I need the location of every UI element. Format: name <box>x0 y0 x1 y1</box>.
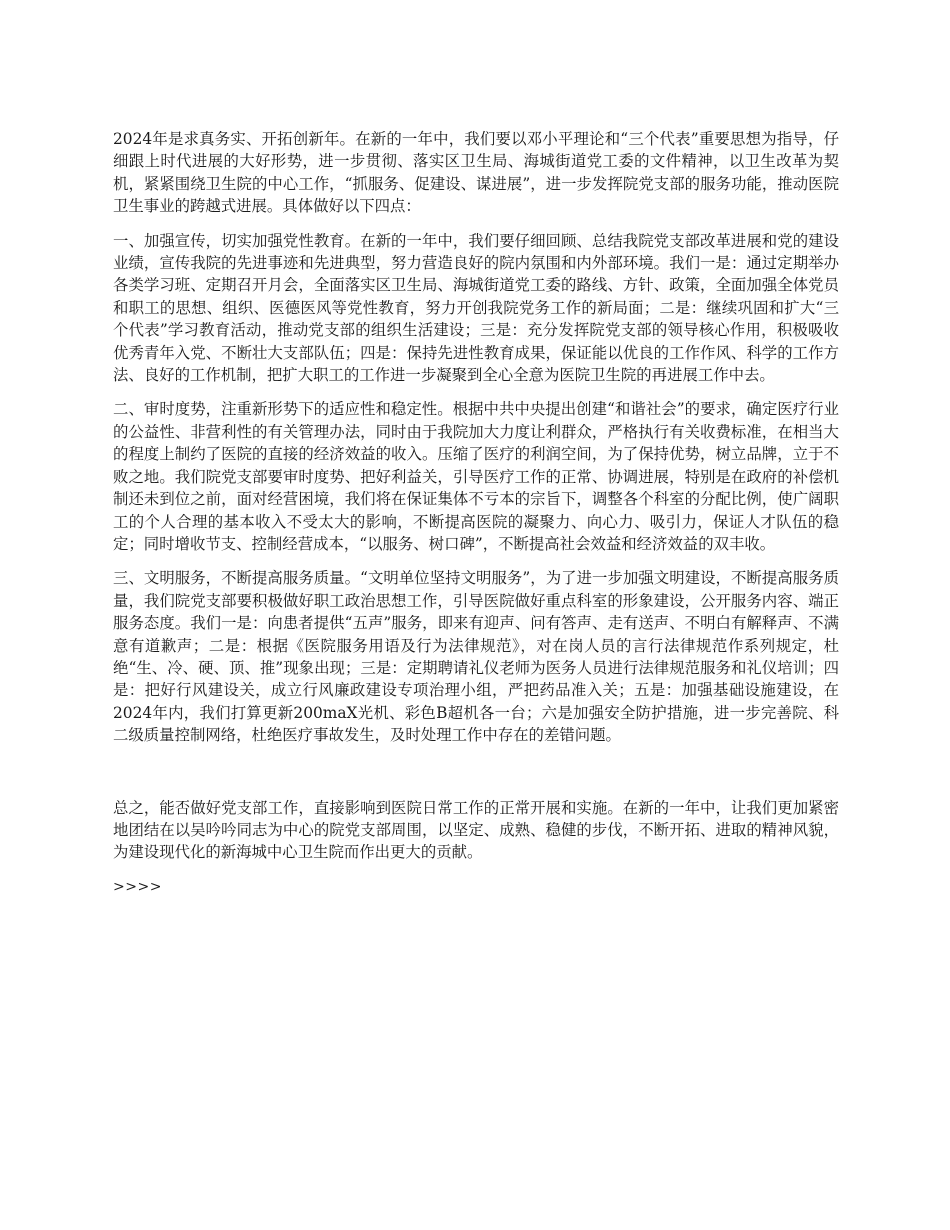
section-one-paragraph: 一、加强宣传，切实加强党性教育。在新的一年中，我们要仔细回顾、总结我院党支部改革进展和党的建设业绩，宣传我院的先进事迹和先进典型，努力营造良好的院内氛围和内外部环境。我们一是：通过定期举办各类学习班、定期召开月会，全面落实区卫生局、海城街道党工委的路线、方针、政策，全面加强全体党员和职工的思想、组织、医德医风等党性教育，努力开创我院党务工作的新局面；二是：继续巩固和扩大“三个代表”学习教育活动，推动党支部的组织生活建设；三是：充分发挥院党支部的领导核心作用，积极吸收优秀青年入党、不断壮大支部队伍；四是：保持先进性教育成果，保证能以优良的工作作风、科学的工作方法、良好的工作机制，把扩大职工的工作进一步凝聚到全心全意为医院卫生院的再进展工作中去。 <box>113 231 839 385</box>
end-marker: >>>> <box>113 878 162 895</box>
intro-paragraph: 2024年是求真务实、开拓创新年。在新的一年中，我们要以邓小平理论和“三个代表”重要思想为指导，仔细跟上时代进展的大好形势，进一步贯彻、落实区卫生局、海城街道党工委的文件精神，以卫生改革为契机，紧紧围绕卫生院的中心工作，“抓服务、促建设、谋进展”，进一步发挥院党支部的服务功能，推动医院卫生事业的跨越式进展。具体做好以下四点： <box>113 130 839 216</box>
conclusion-paragraph: 总之，能否做好党支部工作，直接影响到医院日常工作的正常开展和实施。在新的一年中，让我们更加紧密地团结在以吴吟吟同志为中心的院党支部周围，以坚定、成熟、稳健的步伐，不断开拓、进取的精神风貌，为建设现代化的新海城中心卫生院而作出更大的贡献。 <box>113 798 839 862</box>
section-three-paragraph: 三、文明服务，不断提高服务质量。“文明单位坚持文明服务”，为了进一步加强文明建设，不断提高服务质量，我们院党支部要积极做好职工政治思想工作，引导医院做好重点科室的形象建设，公开服务内容、端正服务态度。我们一是：向患者提供“五声”服务，即来有迎声、问有答声、走有送声、不明白有解释声、不满意有道歉声；二是：根据《医院服务用语及行为法律规范》，对在岗人员的言行法律规范作系列规定，杜绝“生、冷、硬、顶、推”现象出现；三是：定期聘请礼仪老师为医务人员进行法律规范服务和礼仪培训；四是：把好行风建设关，成立行风廉政建设专项治理小组，严把药品准入关；五是：加强基础设施建设，在2024年内，我们打算更新200maX光机、彩色B超机各一台；六是加强安全防护措施，进一步完善院、科二级质量控制网络，杜绝医疗事故发生，及时处理工作中存在的差错问题。 <box>113 569 839 745</box>
section-two-paragraph: 二、审时度势，注重新形势下的适应性和稳定性。根据中共中央提出创建“和谐社会”的要求，确定医疗行业的公益性、非营利性的有关管理办法，同时由于我院加大力度让利群众，严格执行有关收费标准，在相当大的程度上制约了医院的直接的经济效益的收入。压缩了医疗的利润空间，为了保持优势，树立品牌，立于不败之地。我们院党支部要审时度势、把好利益关，引导医疗工作的正常、协调进展，特别是在政府的补偿机制还未到位之前，面对经营困境，我们将在保证集体不亏本的宗旨下，调整各个科室的分配比例，使广阔职工的个人合理的基本收入不受太大的影响，不断提高医院的凝聚力、向心力、吸引力，保证人才队伍的稳定；同时增收节支、控制经营成本，“以服务、树口碑”，不断提高社会效益和经济效益的双丰收。 <box>113 400 839 553</box>
document-body <box>113 128 839 898</box>
